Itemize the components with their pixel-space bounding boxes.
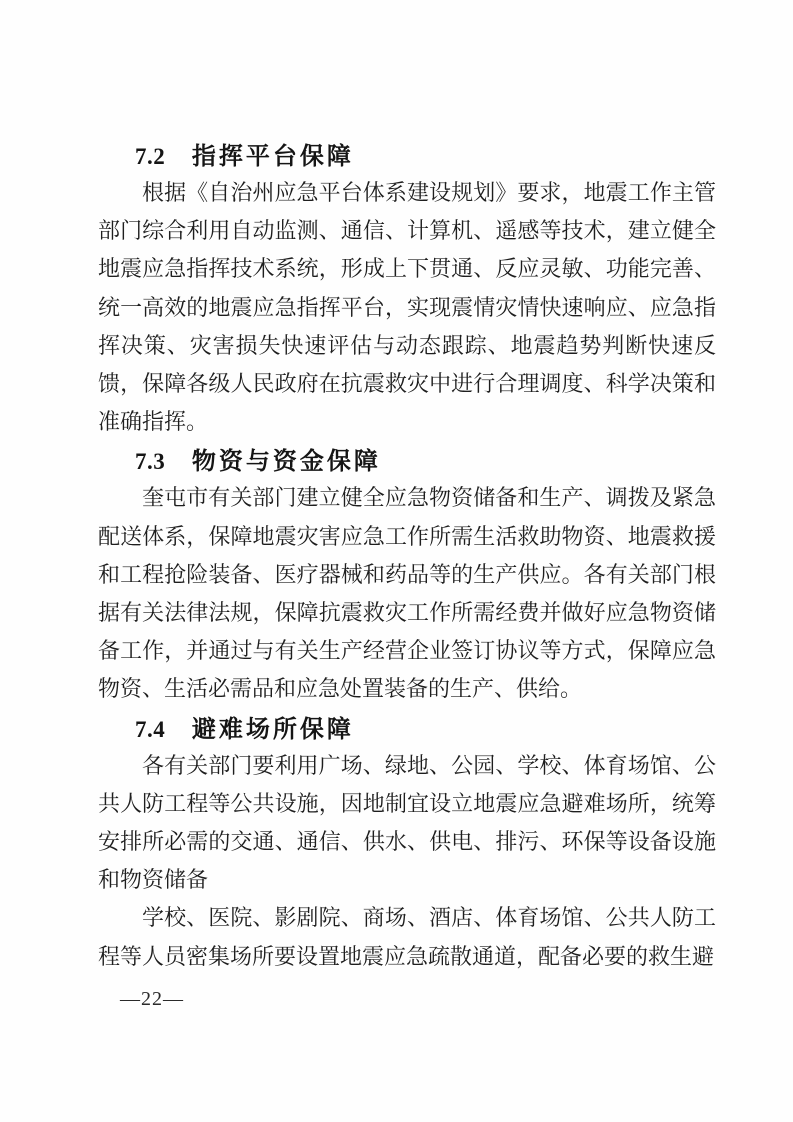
- page-content: [98, 142, 716, 976]
- section-title: 避难场所保障: [191, 715, 354, 743]
- section-7-4-paragraph-1: 各有关部门要利用广场、绿地、公园、学校、体育场馆、公共人防工程等公共设施，因地制宜设立地震应急避难场所，统筹安排所必需的交通、通信、供水、供电、排污、环保等设备设施和物资储备: [98, 752, 716, 893]
- section-number: 7.4: [135, 716, 166, 742]
- section-7-2-paragraph: 根据《自治州应急平台体系建设规划》要求，地震工作主管部门综合利用自动监测、通信、计算机、遥感等技术，建立健全地震应急指挥技术系统，形成上下贯通、反应灵敏、功能完善、统一高效的地震应急指挥平台，实现震情灾情快速响应、应急指挥决策、灾害损失快速评估与动态跟踪、地震趋势判断快速反馈，保障各级人民政府在抗震救灾中进行合理调度、科学决策和准确指挥。: [98, 180, 716, 435]
- section-heading-7-2: [98, 142, 716, 172]
- section-title: 物资与资金保障: [191, 448, 381, 476]
- section-heading-7-3: [98, 447, 716, 477]
- section-number: 7.3: [135, 449, 166, 475]
- section-7-3-paragraph: 奎屯市有关部门建立健全应急物资储备和生产、调拨及紧急配送体系，保障地震灾害应急工作所需生活救助物资、地震救援和工程抢险装备、医疗器械和药品等的生产供应。各有关部门根据有关法律法规，保障抗震救灾工作所需经费并做好应急物资储备工作，并通过与有关生产经营企业签订协议等方式，保障应急物资、生活必需品和应急处置装备的生产、供给。: [98, 485, 716, 702]
- section-number: 7.2: [135, 144, 166, 169]
- section-title: 指挥平台保障: [191, 143, 354, 170]
- section-heading-7-4: [98, 715, 716, 745]
- section-7-4-paragraph-2: 学校、医院、影剧院、商场、酒店、体育场馆、公共人防工程等人员密集场所要设置地震应急疏散通道，配备必要的救生避: [98, 905, 716, 969]
- page-number: —22—: [120, 988, 184, 1010]
